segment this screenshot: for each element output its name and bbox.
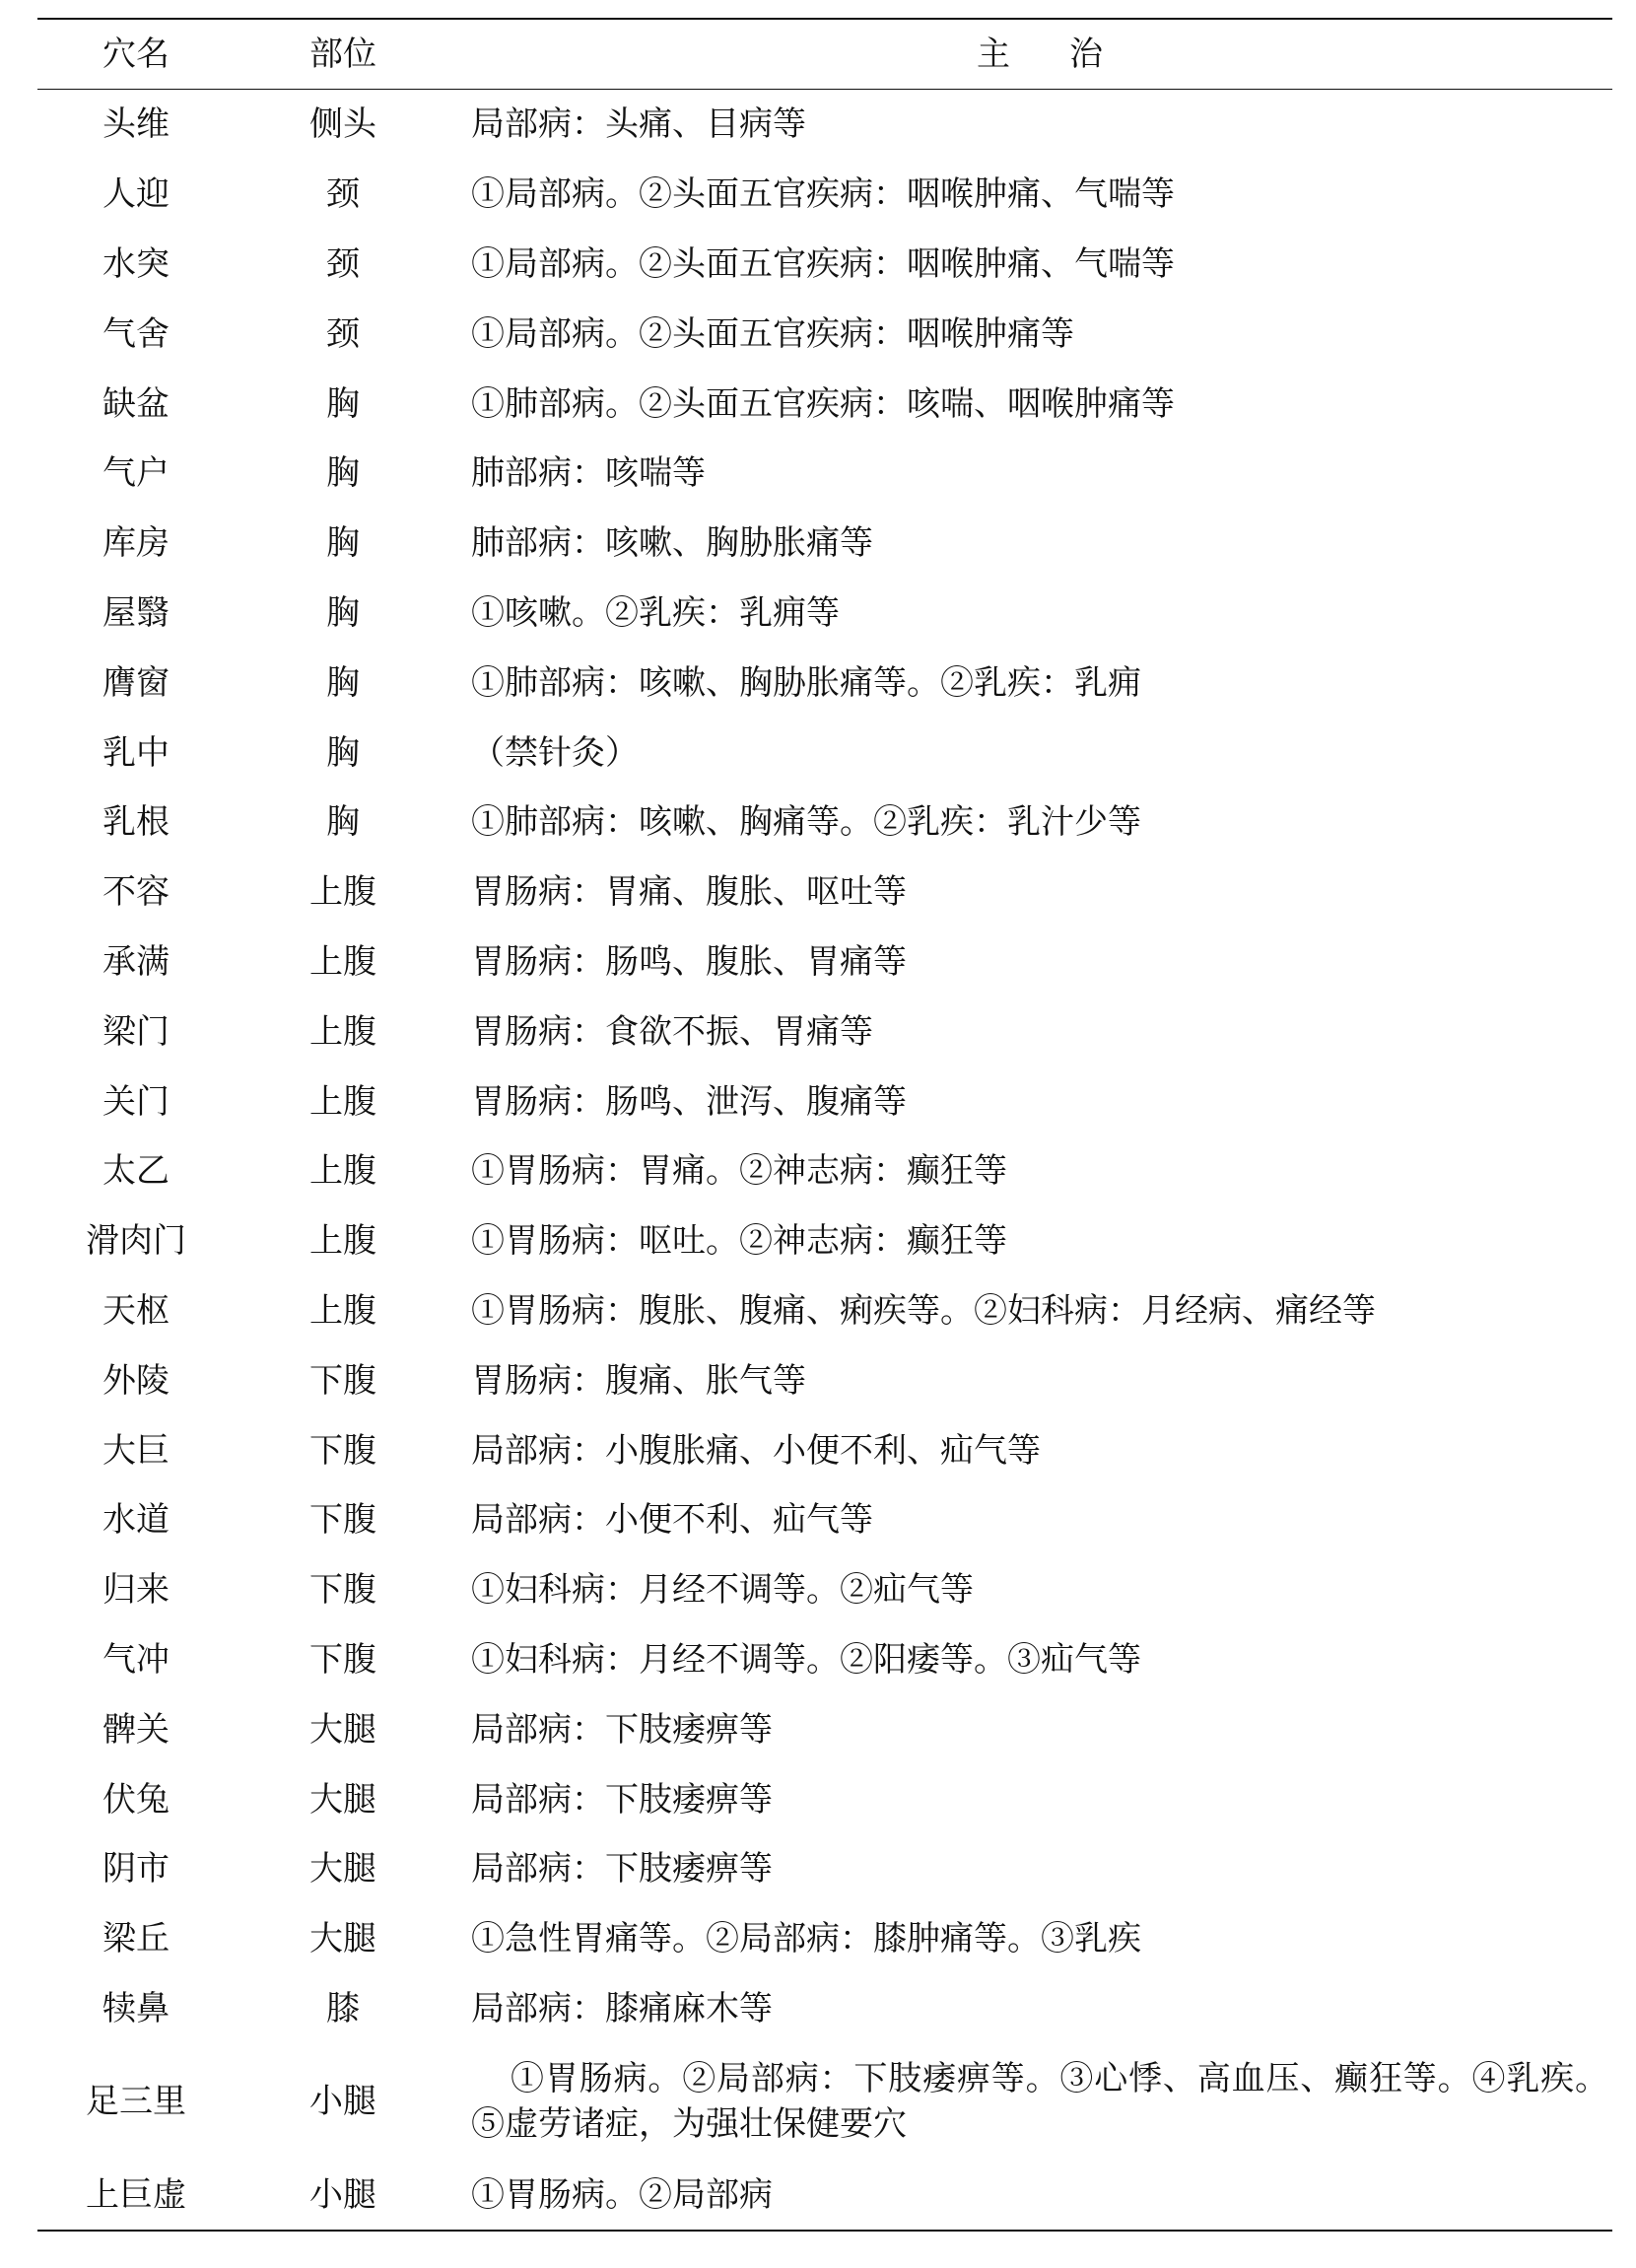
table-row [37,648,1612,718]
acupoint-name-cell: 犊鼻 [102,1988,170,2028]
body-part-cell: 大腿 [309,1709,376,1750]
treatment-cell: （禁针灸） [471,732,639,773]
treatment-cell: 局部病：下肢痿痹等 [471,1849,773,1890]
treatment-cell: ①肺部病：咳嗽、胸胁胀痛等。②乳疾：乳痈 [471,662,1141,703]
header-treatment: 主治 [977,34,1162,74]
body-part-cell: 上腹 [309,1151,376,1192]
body-part-cell: 上腹 [309,941,376,982]
treatment-cell: ①局部病。②头面五官疾病：咽喉肿痛、气喘等 [471,174,1175,215]
body-part-cell: 大腿 [309,1919,376,1959]
table-row [37,1276,1612,1346]
acupoint-name-cell: 太乙 [102,1151,170,1192]
table-row [37,160,1612,230]
body-part-cell: 下腹 [309,1500,376,1541]
acupoint-name-cell: 关门 [102,1081,170,1122]
treatment-cell: 肺部病：咳喘等 [471,453,706,494]
table-row [37,2160,1612,2230]
body-part-cell: 大腿 [309,1779,376,1820]
acupoint-name-cell: 大巨 [102,1430,170,1471]
treatment-cell: 胃肠病：肠鸣、泄泻、腹痛等 [471,1081,907,1122]
treatment-cell: 局部病：下肢痿痹等 [471,1709,773,1750]
treatment-cell: 肺部病：咳嗽、胸胁胀痛等 [471,523,873,564]
treatment-cell: ①妇科病：月经不调等。②阳痿等。③疝气等 [471,1639,1141,1680]
body-part-cell: 胸 [326,453,360,494]
table-row [37,1834,1612,1904]
table-row [37,1066,1612,1136]
acupoint-name-cell: 人迎 [102,174,170,215]
acupoint-name-cell: 膺窗 [102,662,170,703]
body-part-cell: 下腹 [309,1639,376,1680]
acupoint-name-cell: 外陵 [102,1360,170,1401]
body-part-cell: 下腹 [309,1360,376,1401]
body-part-cell: 颈 [326,174,360,215]
acupoint-name-cell: 天枢 [102,1290,170,1331]
body-part-cell: 上腹 [309,1290,376,1331]
acupoint-name-cell: 气舍 [102,313,170,354]
header-name: 穴名 [102,34,170,74]
acupoint-name-cell: 滑肉门 [86,1221,186,1262]
treatment-cell: ①局部病。②头面五官疾病：咽喉肿痛、气喘等 [471,243,1175,284]
treatment-cell: ①胃肠病：胃痛。②神志病：癫狂等 [471,1151,1007,1192]
acupoint-name-cell: 梁门 [102,1011,170,1052]
acupoint-name-cell: 气户 [102,453,170,494]
table-row [37,718,1612,788]
table-row [37,439,1612,509]
body-part-cell: 上腹 [309,1221,376,1262]
table-row [37,1625,1612,1695]
table-row [37,1345,1612,1415]
treatment-cell: 局部病：膝痛麻木等 [471,1988,773,2028]
acupoint-table [37,20,1612,89]
treatment-cell: 胃肠病：胃痛、腹胀、呕吐等 [471,872,907,913]
table-row [37,509,1612,579]
body-part-cell: 胸 [326,523,360,564]
table-row [37,230,1612,300]
table-row [37,1904,1612,1974]
table-row [37,2043,1612,2160]
body-part-cell: 胸 [326,802,360,843]
treatment-cell: 局部病：小便不利、疝气等 [471,1500,873,1541]
table-row [37,858,1612,928]
treatment-cell: ①胃肠病：腹胀、腹痛、痢疾等。②妇科病：月经病、痛经等 [471,1290,1376,1331]
acupoint-name-cell: 水突 [102,243,170,284]
treatment-cell: ①肺部病：咳嗽、胸痛等。②乳疾：乳汁少等 [471,802,1141,843]
treatment-cell: ①妇科病：月经不调等。②疝气等 [471,1570,974,1611]
body-part-cell: 大腿 [309,1849,376,1890]
table-row [37,1764,1612,1834]
table-row [37,1974,1612,2044]
acupoint-name-cell: 气冲 [102,1639,170,1680]
table-row [37,369,1612,439]
body-part-cell: 膝 [326,1988,360,2028]
body-part-cell: 小腿 [309,2082,376,2122]
acupoint-name-cell: 不容 [102,872,170,913]
acupoint-name-cell: 承满 [102,941,170,982]
acupoint-table-body [37,90,1612,2230]
acupoint-name-cell: 足三里 [86,2082,186,2122]
table-page [37,18,1612,2232]
treatment-cell: ①胃肠病。②局部病：下肢痿痹等。③心悸、高血压、癫狂等。④乳疾。⑤虚劳诸症，为强壮保健要穴 [471,2059,1608,2145]
body-part-cell: 上腹 [309,1081,376,1122]
table-row [37,788,1612,858]
treatment-cell: 局部病：下肢痿痹等 [471,1779,773,1820]
acupoint-name-cell: 伏兔 [102,1779,170,1820]
treatment-cell: ①肺部病。②头面五官疾病：咳喘、咽喉肿痛等 [471,383,1175,424]
body-part-cell: 下腹 [309,1570,376,1611]
table-row [37,1485,1612,1555]
table-row [37,928,1612,997]
body-part-cell: 上腹 [309,1011,376,1052]
body-part-cell: 胸 [326,662,360,703]
treatment-cell: ①胃肠病。②局部病 [471,2174,773,2215]
table-row [37,579,1612,649]
treatment-cell: 胃肠病：腹痛、胀气等 [471,1360,806,1401]
body-part-cell: 胸 [326,732,360,773]
body-part-cell: 颈 [326,243,360,284]
acupoint-name-cell: 屋翳 [102,592,170,633]
treatment-cell: 局部病：小腹胀痛、小便不利、疝气等 [471,1430,1041,1471]
acupoint-name-cell: 库房 [102,523,170,564]
acupoint-name-cell: 乳中 [102,732,170,773]
treatment-cell: ①胃肠病：呕吐。②神志病：癫狂等 [471,1221,1007,1262]
table-row [37,1206,1612,1276]
treatment-cell: 局部病：头痛、目病等 [471,104,806,145]
header-part: 部位 [309,34,376,74]
acupoint-name-cell: 阴市 [102,1849,170,1890]
bottom-rule [37,2230,1612,2232]
acupoint-name-cell: 水道 [102,1500,170,1541]
treatment-cell: ①局部病。②头面五官疾病：咽喉肿痛等 [471,313,1074,354]
treatment-cell: 胃肠病：食欲不振、胃痛等 [471,1011,873,1052]
treatment-cell: ①急性胃痛等。②局部病：膝肿痛等。③乳疾 [471,1919,1141,1959]
acupoint-name-cell: 乳根 [102,802,170,843]
table-row [37,90,1612,160]
body-part-cell: 上腹 [309,872,376,913]
table-row [37,299,1612,369]
acupoint-name-cell: 头维 [102,104,170,145]
acupoint-name-cell: 髀关 [102,1709,170,1750]
body-part-cell: 胸 [326,383,360,424]
table-row [37,997,1612,1066]
acupoint-name-cell: 上巨虚 [86,2174,186,2215]
acupoint-name-cell: 缺盆 [102,383,170,424]
body-part-cell: 小腿 [309,2174,376,2215]
table-row [37,1136,1612,1206]
body-part-cell: 胸 [326,592,360,633]
treatment-cell: 胃肠病：肠鸣、腹胀、胃痛等 [471,941,907,982]
acupoint-name-cell: 归来 [102,1570,170,1611]
table-row [37,1415,1612,1485]
table-row [37,1555,1612,1625]
body-part-cell: 侧头 [309,104,376,145]
treatment-cell: ①咳嗽。②乳疾：乳痈等 [471,592,840,633]
body-part-cell: 下腹 [309,1430,376,1471]
acupoint-name-cell: 梁丘 [102,1919,170,1959]
table-header-row [37,20,1612,89]
table-row [37,1694,1612,1764]
body-part-cell: 颈 [326,313,360,354]
